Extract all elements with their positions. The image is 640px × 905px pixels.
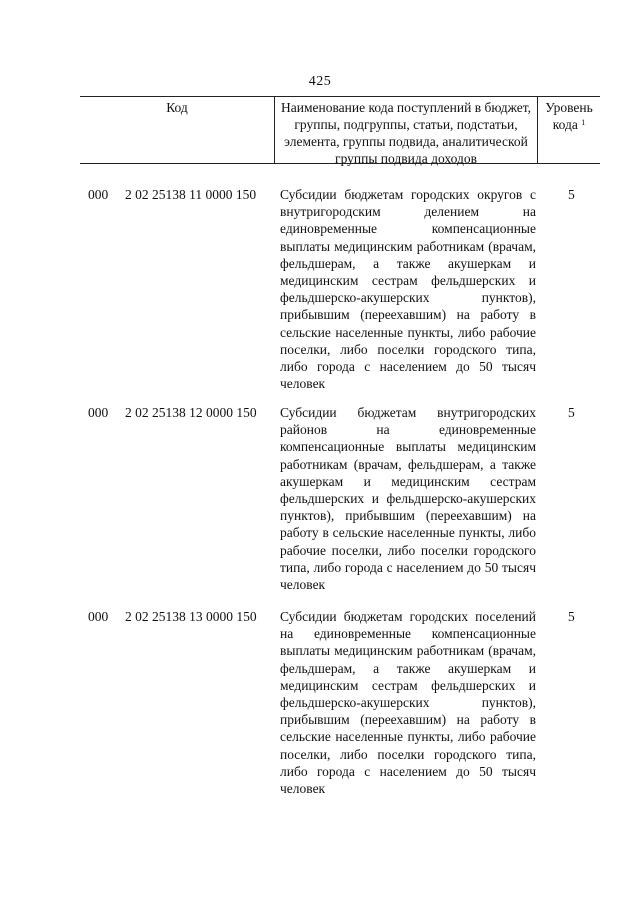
header-level-footnote: 1 (581, 118, 586, 127)
header-level (538, 97, 600, 163)
table-row (80, 186, 600, 406)
header-level-label: Уровень кода (545, 100, 593, 132)
header-code: Код (80, 97, 275, 163)
row-description: Субсидии бюджетам внутригородских районов на единовременные компенсационные выплаты медицинским работникам (врачам, фельдшерам, а также акушеркам и медицинским сестрам фельдшерских и фельдшерско-акушерских пунктов), прибывшим (переехавшим) на работу в сельские населенные пункты, либо рабочие поселки, либо поселки городского типа, либо города с населением до 50 тысяч человек (280, 405, 536, 593)
row-description: Субсидии бюджетам городских округов с внутригородским делением на единовременные компенсационные выплаты медицинским работникам (врачам, фельдшерам, а также акушеркам и медицинским сестрам фельдшерских и фельдшерско-акушерских пунктов), прибывшим (переехавшим) на работу в сельские населенные пункты, либо рабочие поселки, либо поселки городского типа, либо города с населением до 50 тысяч человек (280, 187, 536, 392)
row-code: 2 02 25138 13 0000 150 (125, 609, 257, 624)
row-description: Субсидии бюджетам городских поселений на единовременные компенсационные выплаты медицинским работникам (врачам, фельдшерам, а также акушеркам и медицинским сестрам фельдшерских и фельдшерско-акушерских пунктов), прибывшим (переехавшим) на работу в сельские населенные пункты, либо рабочие поселки, либо поселки городского типа, либо города с населением до 50 тысяч человек (280, 609, 536, 797)
row-prefix: 000 (88, 405, 109, 420)
row-level: 5 (568, 187, 575, 202)
row-level: 5 (568, 609, 575, 624)
table-header (80, 96, 600, 164)
row-code: 2 02 25138 12 0000 150 (125, 405, 257, 420)
row-level: 5 (568, 405, 575, 420)
row-code: 2 02 25138 11 0000 150 (125, 187, 257, 202)
row-prefix: 000 (88, 187, 109, 202)
table-row (80, 404, 600, 606)
row-prefix: 000 (88, 609, 109, 624)
header-name: Наименование кода поступлений в бюджет, группы, подгруппы, статьи, подстатьи, элемента, группы подвида, аналитической группы подвида доходов (275, 97, 538, 163)
page-number: 425 (308, 74, 332, 89)
table-row (80, 608, 600, 838)
